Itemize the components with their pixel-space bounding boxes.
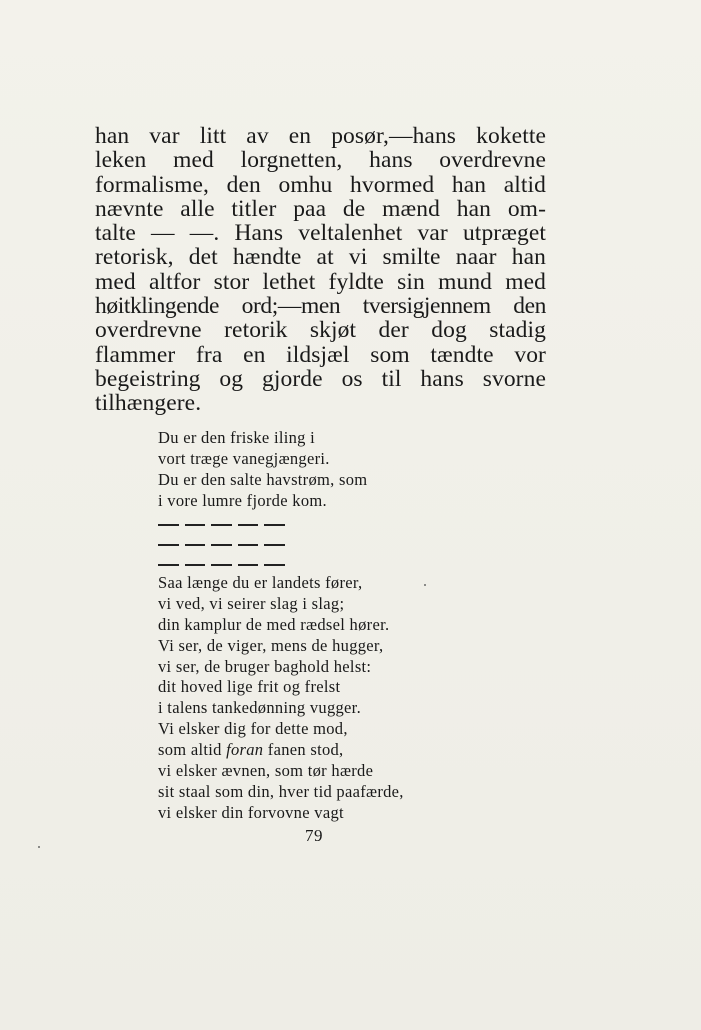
dash-segment	[158, 524, 179, 525]
dash-segment	[264, 564, 285, 565]
dash-segment	[211, 544, 232, 545]
dash-row	[158, 535, 298, 555]
verse-line: vi elsker ævnen, som tør hærde	[158, 761, 374, 781]
verse-line: din kamplur de med rædsel hører.	[158, 614, 390, 634]
paper-speck	[38, 846, 40, 848]
verse-line: i vore lumre fjorde kom.	[158, 490, 327, 510]
prose-line: flammer fra en ildsjæl som tændte vor	[95, 341, 546, 368]
prose-paragraph	[95, 124, 546, 416]
paper-speck	[424, 584, 426, 586]
prose-line: han var litt av en posør,—hans kokette	[95, 123, 546, 149]
prose-line: leken med lorgnetten, hans overdrevne	[95, 147, 546, 174]
dash-segment	[264, 524, 285, 525]
verse-line: i talens tankedønning vugger.	[158, 698, 361, 718]
prose-line: begeistring og gjorde os til hans svorne	[95, 365, 546, 392]
verse-line: vi ved, vi seirer slag i slag;	[158, 593, 345, 613]
dash-row	[158, 515, 298, 535]
dash-segment	[185, 564, 206, 565]
verse-text: fanen stod,	[263, 740, 344, 760]
verse-line: dit hoved lige frit og frelst	[158, 677, 341, 697]
prose-line: talte — —. Hans veltalenhet var utpræget	[95, 220, 546, 247]
dash-segment	[211, 564, 232, 565]
dash-segment	[264, 544, 285, 545]
verse-line: Saa længe du er landets fører,	[158, 573, 363, 592]
dash-segment	[238, 564, 259, 565]
dash-segment	[238, 544, 259, 545]
verse-text: som altid	[158, 740, 227, 760]
prose-line: nævnte alle titler paa de mænd han om-	[95, 195, 546, 222]
verse-line: Vi ser, de viger, mens de hugger,	[158, 635, 384, 655]
prose-line: formalisme, den omhu hvormed han altid	[95, 171, 546, 198]
verse-line	[158, 740, 478, 761]
verse-line: vi elsker din forvovne vagt	[158, 802, 344, 822]
verse-line: vi ser, de bruger baghold helst:	[158, 656, 372, 676]
verse-stanza-two	[158, 573, 478, 824]
prose-line: tilhængere.	[95, 390, 202, 417]
verse-stanza-one	[158, 428, 478, 512]
verse-line: Du er den salte havstrøm, som	[158, 469, 368, 489]
verse-line: sit staal som din, hver tid paafærde,	[158, 781, 404, 801]
dash-segment	[238, 524, 259, 525]
dash-segment	[211, 524, 232, 525]
page-number: 79	[305, 826, 323, 845]
verse-line: Du er den friske iling i	[158, 428, 316, 447]
prose-line: overdrevne retorik skjøt der dog stadig	[95, 317, 546, 344]
elision-dashes	[158, 515, 298, 575]
dash-segment	[158, 544, 179, 545]
prose-line: med altfor stor lethet fyldte sin mund med	[95, 268, 546, 295]
dash-segment	[185, 544, 206, 545]
dash-segment	[158, 564, 179, 565]
italic-word: foran	[226, 740, 264, 760]
dash-segment	[185, 524, 206, 525]
verse-line: vort træge vanegjængeri.	[158, 448, 330, 468]
dash-row	[158, 555, 298, 575]
prose-line: retorisk, det hændte at vi smilte naar han	[95, 244, 546, 271]
prose-line: høitklingende ord;—men tversigjennem den	[95, 293, 546, 320]
verse-line: Vi elsker dig for dette mod,	[158, 719, 348, 739]
